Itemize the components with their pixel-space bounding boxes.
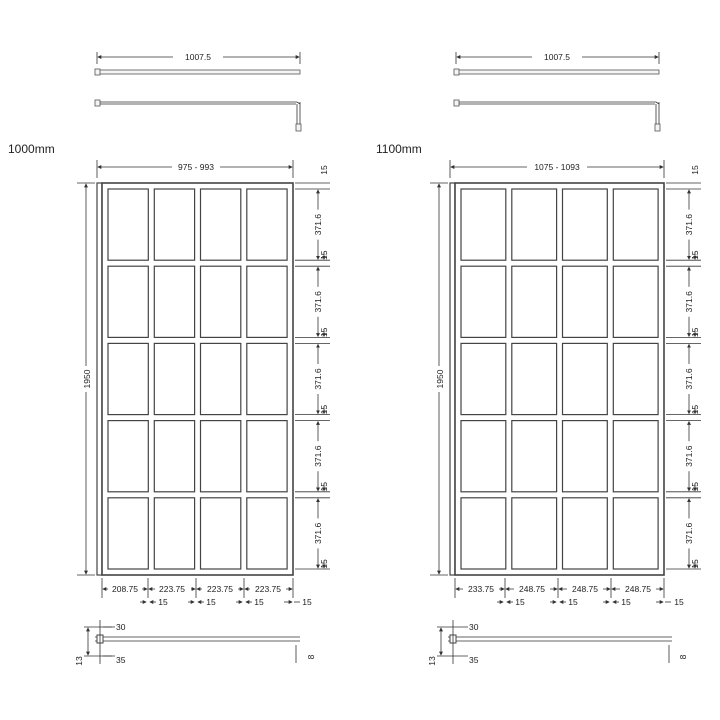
top-margin-label: 15 bbox=[690, 165, 700, 175]
glass-pane bbox=[108, 189, 148, 260]
col-gap-label: 15 bbox=[515, 597, 525, 607]
glass-pane bbox=[563, 498, 608, 569]
profile-top-label: 30 bbox=[469, 622, 479, 632]
glass-pane bbox=[613, 189, 658, 260]
support-bar-top-view bbox=[454, 50, 659, 75]
row-height-label: 371.6 bbox=[684, 213, 694, 236]
glass-pane bbox=[108, 498, 148, 569]
height-label: 1950 bbox=[435, 369, 445, 389]
top-margin-label: 15 bbox=[319, 165, 329, 175]
row-height-label: 371.6 bbox=[313, 291, 323, 313]
bar-length-label: 1007.5 bbox=[185, 52, 211, 62]
row-height-label: 371.6 bbox=[684, 368, 694, 390]
col-width-label: 208.75 bbox=[112, 584, 138, 594]
profile-bottom-label: 35 bbox=[469, 655, 479, 665]
glass-pane bbox=[108, 266, 148, 337]
col-width-label: 233.75 bbox=[468, 584, 494, 594]
size-label: 1000mm bbox=[8, 142, 55, 156]
height-dimension bbox=[430, 183, 448, 575]
height-dimension bbox=[77, 183, 95, 575]
glass-pane bbox=[461, 266, 506, 337]
glass-pane bbox=[512, 189, 557, 260]
glass-pane bbox=[247, 421, 287, 492]
glass-pane bbox=[613, 421, 658, 492]
glass-pane bbox=[461, 189, 506, 260]
glass-pane bbox=[461, 421, 506, 492]
profile-top-label: 30 bbox=[116, 622, 126, 632]
row-height-label: 371.6 bbox=[313, 368, 323, 390]
support-bar-side-view bbox=[95, 100, 301, 131]
col-width-label: 248.75 bbox=[572, 584, 598, 594]
col-gap-label: 15 bbox=[254, 597, 264, 607]
row-gap-label: 15 bbox=[319, 559, 329, 569]
profile-section bbox=[74, 620, 316, 666]
glass-pane bbox=[461, 498, 506, 569]
support-bar-top-view bbox=[95, 50, 300, 75]
col-width-label: 223.75 bbox=[159, 584, 185, 594]
col-gap-label: 15 bbox=[568, 597, 578, 607]
glass-pane bbox=[613, 266, 658, 337]
glass-pane bbox=[201, 189, 241, 260]
profile-right-label: 8 bbox=[306, 654, 316, 660]
support-bar-side-view bbox=[454, 100, 660, 131]
glass-pane bbox=[613, 343, 658, 414]
width-range-label: 975 - 993 bbox=[178, 162, 214, 172]
row-height-label: 371.6 bbox=[684, 445, 694, 467]
row-height-label: 371.6 bbox=[684, 522, 694, 545]
glass-pane bbox=[108, 421, 148, 492]
row-gap-label: 15 bbox=[690, 250, 700, 260]
glass-pane bbox=[461, 343, 506, 414]
profile-section bbox=[427, 620, 688, 666]
glass-pane bbox=[201, 343, 241, 414]
vertical-dimensions bbox=[295, 165, 330, 569]
glass-pane bbox=[247, 498, 287, 569]
col-width-label: 223.75 bbox=[255, 584, 281, 594]
vertical-dimensions bbox=[666, 165, 701, 569]
glass-pane bbox=[154, 421, 194, 492]
row-gap-label: 15 bbox=[319, 482, 329, 492]
glass-pane bbox=[247, 343, 287, 414]
col-width-label: 223.75 bbox=[207, 584, 233, 594]
width-range-label: 1075 - 1093 bbox=[534, 162, 580, 172]
row-height-label: 371.6 bbox=[313, 522, 323, 545]
profile-right-label: 8 bbox=[678, 654, 688, 660]
glass-pane bbox=[108, 343, 148, 414]
row-gap-label: 15 bbox=[319, 250, 329, 260]
glass-pane bbox=[563, 189, 608, 260]
glass-pane bbox=[512, 498, 557, 569]
glass-pane bbox=[201, 498, 241, 569]
col-width-label: 248.75 bbox=[625, 584, 651, 594]
glass-pane bbox=[154, 343, 194, 414]
row-height-label: 371.6 bbox=[313, 213, 323, 236]
horizontal-dimensions bbox=[455, 578, 684, 607]
col-gap-label: 15 bbox=[158, 597, 168, 607]
profile-bottom-label: 35 bbox=[116, 655, 126, 665]
size-label: 1100mm bbox=[376, 142, 422, 156]
glass-pane bbox=[512, 266, 557, 337]
horizontal-dimensions bbox=[102, 578, 312, 607]
glass-pane bbox=[613, 498, 658, 569]
glass-pane bbox=[154, 498, 194, 569]
panel-1000 bbox=[8, 50, 330, 666]
glass-pane bbox=[154, 189, 194, 260]
row-height-label: 371.6 bbox=[313, 445, 323, 467]
col-gap-label: 15 bbox=[206, 597, 216, 607]
row-gap-label: 15 bbox=[690, 482, 700, 492]
row-gap-label: 15 bbox=[690, 559, 700, 569]
profile-left-label: 13 bbox=[74, 656, 84, 666]
width-dimension bbox=[97, 160, 293, 178]
col-gap-label: 15 bbox=[302, 597, 312, 607]
glass-pane bbox=[512, 343, 557, 414]
profile-left-label: 13 bbox=[427, 656, 437, 666]
glass-pane bbox=[563, 343, 608, 414]
row-gap-label: 15 bbox=[319, 404, 329, 415]
height-label: 1950 bbox=[82, 369, 92, 389]
bar-length-label: 1007.5 bbox=[544, 52, 570, 62]
col-width-label: 248.75 bbox=[519, 584, 545, 594]
row-gap-label: 15 bbox=[690, 327, 700, 338]
col-gap-label: 15 bbox=[621, 597, 631, 607]
row-gap-label: 15 bbox=[690, 404, 700, 415]
glass-pane bbox=[247, 266, 287, 337]
row-gap-label: 15 bbox=[319, 327, 329, 338]
glass-pane bbox=[201, 421, 241, 492]
glass-pane bbox=[154, 266, 194, 337]
glass-pane bbox=[563, 421, 608, 492]
width-dimension bbox=[450, 160, 664, 178]
glass-pane bbox=[512, 421, 557, 492]
glass-pane bbox=[201, 266, 241, 337]
panel-1100 bbox=[376, 50, 701, 666]
row-height-label: 371.6 bbox=[684, 291, 694, 313]
glass-pane bbox=[247, 189, 287, 260]
glass-pane bbox=[563, 266, 608, 337]
col-gap-label: 15 bbox=[674, 597, 684, 607]
